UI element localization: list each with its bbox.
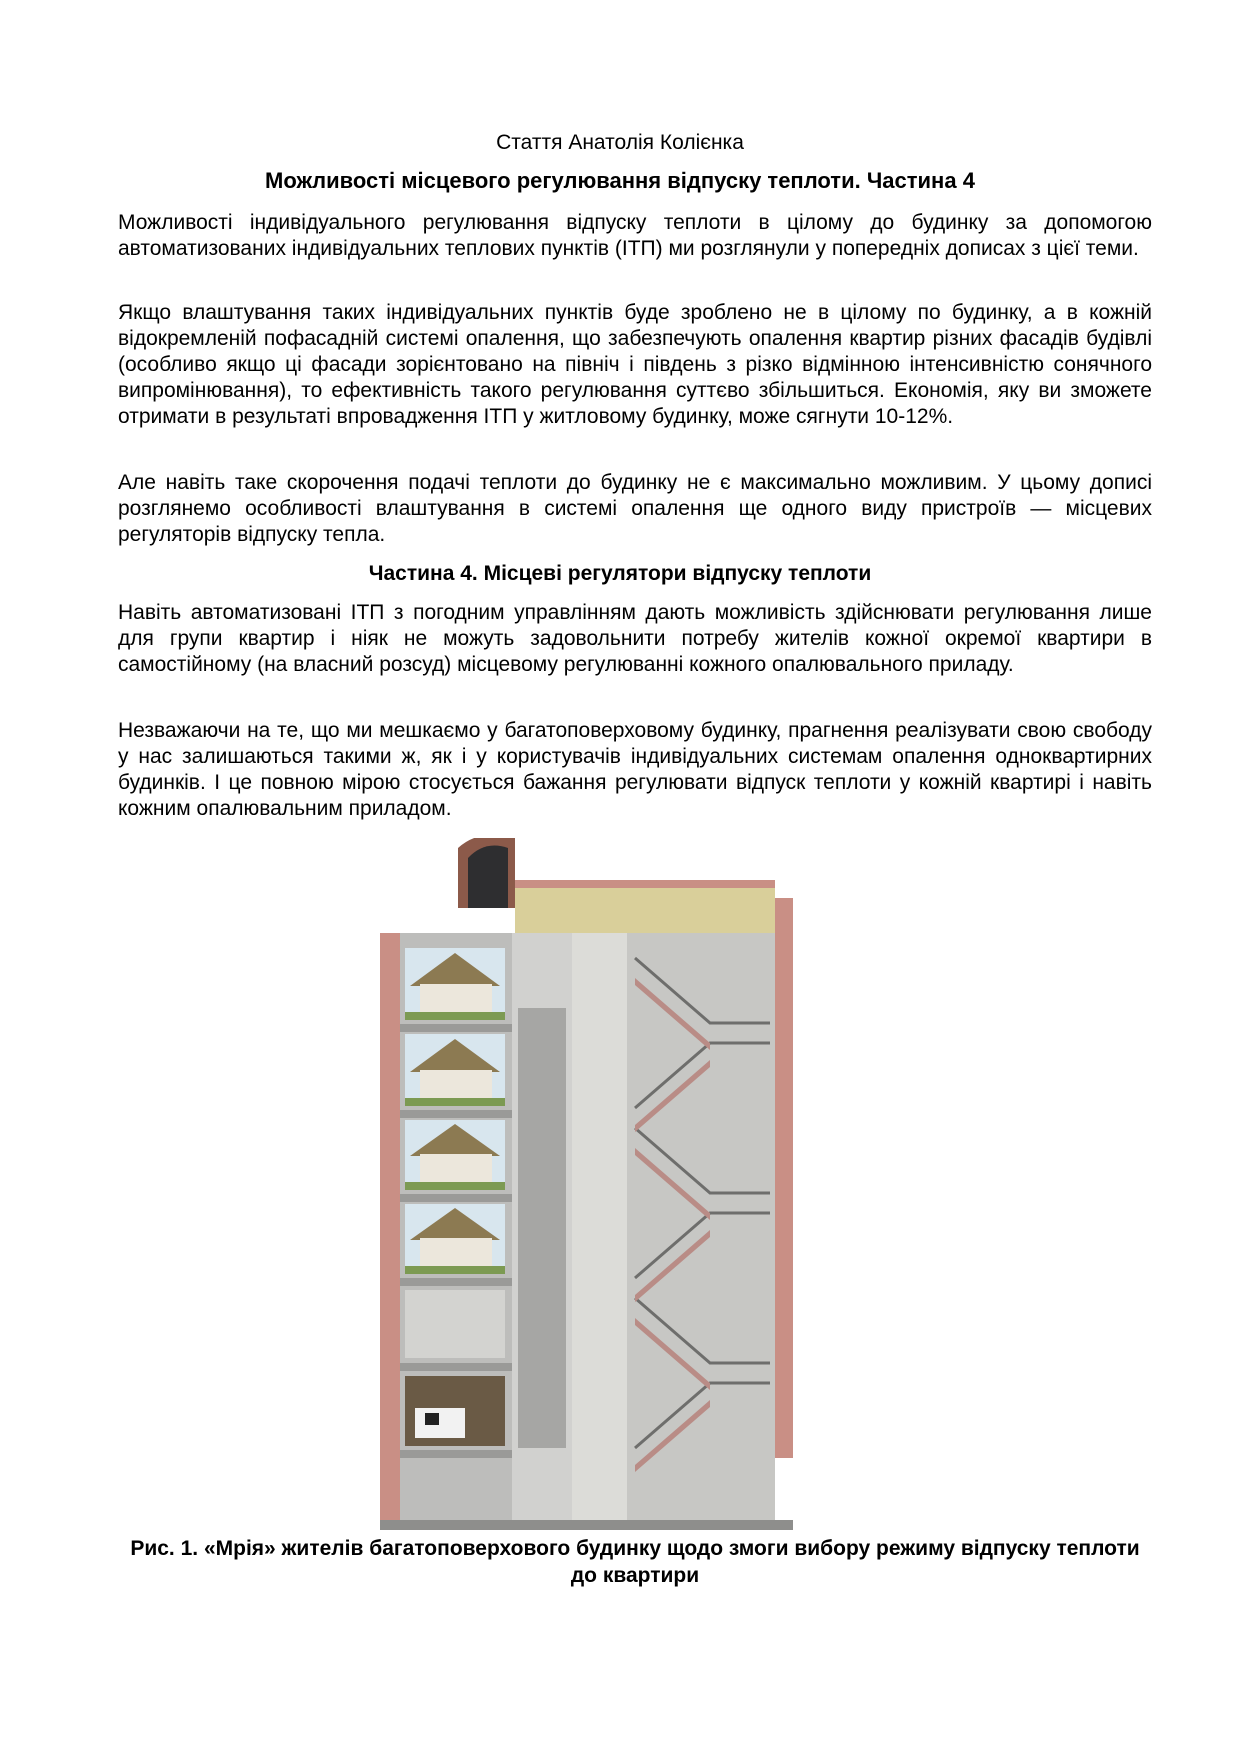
- paragraph-5: Незважаючи на те, що ми мешкаємо у багатоповерховому будинку, прагнення реалізувати свою свободу у нас залишаються такими ж, як і у користувачів індивідуальних системам опалення одноквартирних будинків. І це повною мірою стосується бажання регулювати відпуск теплоти у кожній квартирі і навіть кожним опалювальним приладом.: [118, 719, 1152, 820]
- figure-caption: Рис. 1. «Мрія» жителів багатоповерхового будинку щодо змоги вибору режиму відпуску теплоти до квартири: [130, 1537, 1140, 1587]
- article-title: Можливості місцевого регулювання відпуску теплоти. Частина 4: [265, 168, 975, 193]
- central-hall: [572, 933, 627, 1530]
- house-picture-4: [405, 1204, 505, 1274]
- paragraph-4: Навіть автоматизовані ІТП з погодним управлінням дають можливість здійснювати регулювання лише для групи квартир і ніяк не можуть задовольнити потребу жителів кожної окремої квартири в самостійному (на власний розсуд) місцевому регулюванні кожного опалювального приладу.: [118, 601, 1152, 676]
- left-brick-wall: [380, 933, 400, 1530]
- dome-opening: [468, 846, 508, 908]
- basement-barn-picture: [405, 1376, 505, 1446]
- article-author: Стаття Анатолія Колієнка: [496, 131, 744, 154]
- section-subtitle: Частина 4. Місцеві регулятори відпуску теплоти: [368, 562, 872, 585]
- paragraph-3: Але навіть таке скорочення подачі теплоти до будинку не є максимально можливим. У цьому дописі розглянемо особливості влаштування в системі опалення ще одного виду пристроїв — місцевих регуляторів відпуску тепла.: [118, 471, 1152, 546]
- right-brick-wall: [775, 898, 793, 1458]
- house-picture-1: [405, 948, 505, 1020]
- house-picture-2: [405, 1034, 505, 1106]
- building-cutaway-illustration: [380, 838, 860, 1530]
- foundation: [380, 1520, 793, 1530]
- ground-floor-room: [405, 1290, 505, 1358]
- house-picture-3: [405, 1120, 505, 1190]
- paragraph-2: Якщо влаштування таких індивідуальних пунктів буде зроблено не в цілому по будинку, а в кожній відокремленій пофасадній системі опалення, що забезпечують опалення квартир різних фасадів будівлі (особливо якщо ці фасади зорієнтовано на північ і південь з різко відмінною інтенсивністю сонячного випромінювання), то ефективність такого регулювання суттєво збільшиться. Економія, яку ви зможете отримати в результаті впровадження ІТП у житловому будинку, може сягнути 10-12%.: [118, 301, 1152, 428]
- paragraph-1: Можливості індивідуального регулювання відпуску теплоти в цілому до будинку за допомогою автоматизованих індивідуальних теплових пунктів (ІТП) ми розглянули у попередніх дописах з цієї теми.: [118, 211, 1152, 260]
